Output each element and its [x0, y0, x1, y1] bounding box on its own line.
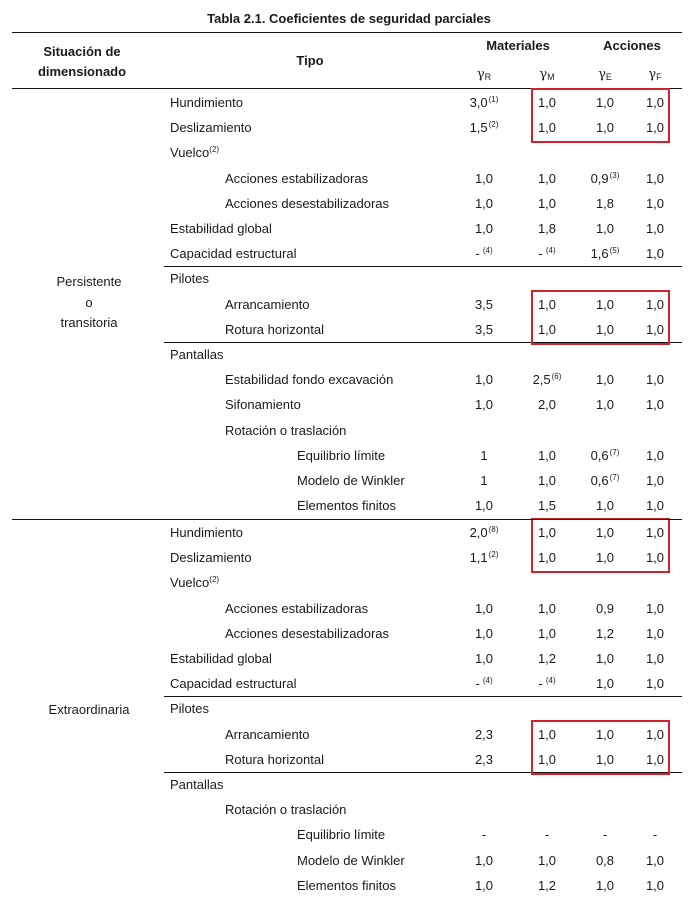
value-text: -: [481, 827, 487, 843]
gamma-symbol: γ: [476, 67, 485, 82]
gamma-symbol: γ: [539, 67, 548, 82]
footnote-ref: (4): [480, 246, 493, 256]
value-cell: [630, 196, 680, 211]
footnote-ref: (5): [609, 246, 620, 256]
value-cell: [459, 196, 509, 211]
value-text: 1,0: [595, 221, 615, 236]
footnote-ref: (2): [209, 575, 220, 585]
gamma-symbol: γ: [648, 67, 657, 82]
value-cell: [630, 878, 680, 893]
value-text: 1,0: [537, 447, 557, 463]
value-text: 1,0: [645, 550, 665, 566]
value-cell: [630, 853, 680, 868]
value-cell: [459, 676, 509, 691]
value-text: 1,0: [595, 397, 615, 413]
value-cell: [580, 651, 630, 666]
value-cell: [630, 372, 680, 387]
value-text: 1,0: [595, 296, 615, 312]
value-cell: [580, 372, 630, 387]
value-cell: [522, 171, 572, 186]
row-label: [170, 145, 219, 160]
value-text: 1,0: [537, 95, 557, 110]
row-label-text: Pantallas: [170, 777, 224, 792]
row-label-text: Pilotes: [170, 701, 210, 717]
value-text: 1,5: [469, 120, 488, 136]
row-label-text: Acciones estabilizadoras: [225, 170, 369, 186]
value-cell: [459, 626, 509, 641]
row-label: [170, 246, 296, 261]
value-text: 1,0: [595, 372, 615, 388]
value-text: 1,0: [645, 221, 665, 236]
row-label-text: Arrancamiento: [225, 296, 310, 312]
row-label: [225, 601, 368, 616]
row-label: [170, 651, 272, 666]
value-cell: [459, 601, 509, 616]
row-label-text: Rotación o traslación: [225, 422, 347, 438]
value-text: 1,5: [537, 498, 557, 514]
row-label-text: Vuelco: [170, 575, 210, 591]
value-cell: [459, 878, 509, 893]
value-text: 1,6: [590, 246, 609, 262]
row-label: [170, 550, 252, 565]
value-text: 1,0: [595, 651, 615, 666]
highlight-box: [531, 720, 670, 775]
value-cell: [459, 827, 509, 842]
value-cell: [630, 397, 680, 412]
gamma-subscript: M: [547, 72, 555, 82]
value-text: 1,0: [537, 726, 557, 742]
value-cell: [459, 120, 509, 135]
value-text: 1,0: [595, 550, 615, 566]
footnote-ref: (1): [488, 95, 499, 104]
value-text: 1,0: [645, 447, 665, 463]
value-text: 1,0: [645, 246, 665, 262]
footnote-ref: (7): [609, 447, 620, 457]
value-text: 1,2: [537, 877, 557, 893]
row-label: [225, 397, 301, 412]
row-label: [225, 727, 310, 742]
row-label-text: Deslizamiento: [170, 120, 252, 136]
row-label-text: Hundimiento: [170, 525, 243, 540]
value-text: 1,0: [537, 550, 557, 566]
value-text: 1,0: [474, 852, 494, 868]
row-label-text: Elementos finitos: [297, 877, 396, 893]
value-cell: [630, 626, 680, 641]
value-text: 1,0: [537, 473, 557, 488]
footnote-ref: (4): [480, 676, 493, 686]
row-label-text: Vuelco: [170, 145, 210, 161]
value-text: -: [475, 246, 480, 262]
row-label-text: Rotura horizontal: [225, 751, 324, 767]
value-text: 1,0: [537, 120, 557, 136]
value-text: 2,3: [474, 726, 494, 742]
row-label-text: Acciones estabilizadoras: [225, 600, 369, 616]
value-text: 2,0: [537, 397, 557, 413]
value-text: 1,0: [595, 120, 615, 136]
header-top-rule: [12, 32, 682, 33]
row-label: [170, 221, 272, 236]
value-cell: [459, 498, 509, 513]
value-cell: [459, 525, 509, 540]
value-cell: [522, 827, 572, 842]
value-cell: [630, 601, 680, 616]
row-label: [170, 575, 219, 590]
value-cell: [580, 397, 630, 412]
value-cell: [459, 221, 509, 236]
gamma-subscript: R: [484, 72, 492, 82]
value-cell: [522, 626, 572, 641]
value-cell: [630, 676, 680, 691]
footnote-ref: (6): [551, 372, 562, 382]
value-text: -: [475, 676, 480, 692]
value-text: -: [544, 827, 550, 843]
value-text: 1,0: [645, 473, 665, 488]
header-situacion-line2: dimensionado: [37, 64, 127, 79]
value-text: 3,5: [474, 321, 494, 337]
row-label: [170, 120, 252, 135]
value-text: 1,0: [645, 498, 665, 514]
gamma-f-header: [630, 67, 680, 82]
value-text: 1,0: [537, 600, 557, 616]
situacion-line: o: [85, 294, 93, 310]
value-cell: [459, 95, 509, 110]
value-cell: [630, 827, 680, 842]
row-label: [170, 525, 243, 540]
value-cell: [459, 727, 509, 742]
value-text: 1,0: [645, 676, 665, 692]
highlight-box: [531, 88, 670, 143]
gamma-symbol: γ: [598, 67, 606, 82]
row-label-text: Estabilidad fondo excavación: [225, 372, 394, 388]
row-label: [225, 171, 368, 186]
row-label: [225, 626, 389, 641]
value-text: 1,8: [537, 221, 557, 236]
value-cell: [459, 297, 509, 312]
value-cell: [580, 601, 630, 616]
value-text: 1,0: [645, 525, 665, 540]
value-cell: [522, 676, 572, 691]
row-label: [225, 196, 389, 211]
row-label: [225, 322, 324, 337]
gamma-subscript: E: [605, 72, 612, 82]
value-text: 1,0: [595, 498, 615, 514]
situacion-line: Persistente: [56, 274, 122, 290]
value-text: 1,0: [645, 170, 665, 186]
value-cell: [580, 448, 630, 463]
row-label: [225, 423, 346, 438]
value-cell: [580, 626, 630, 641]
value-text: 1,0: [645, 397, 665, 413]
header-situacion-line1: Situación de: [43, 44, 121, 59]
row-label-text: Sifonamiento: [225, 397, 301, 413]
row-label: [297, 498, 396, 513]
value-cell: [630, 246, 680, 261]
value-text: 1,0: [474, 600, 494, 616]
value-cell: [459, 246, 509, 261]
footnote-ref: (2): [209, 145, 220, 155]
row-label-text: Rotura horizontal: [225, 321, 324, 337]
footnote-ref: (3): [609, 170, 620, 180]
header-situacion: [12, 42, 152, 82]
highlight-box: [531, 290, 670, 345]
value-text: 1,0: [645, 751, 665, 767]
value-text: 1,0: [645, 321, 665, 337]
row-label: [170, 701, 209, 716]
row-label: [297, 448, 385, 463]
row-label: [297, 853, 405, 868]
value-cell: [459, 171, 509, 186]
row-label-text: Equilibrio límite: [297, 827, 386, 843]
value-cell: [630, 498, 680, 513]
group-separator: [164, 266, 682, 267]
footnote-ref: (4): [543, 246, 556, 256]
footnote-ref: (8): [488, 525, 499, 534]
value-cell: [580, 196, 630, 211]
value-text: 1,0: [595, 877, 615, 893]
value-cell: [459, 322, 509, 337]
value-text: 1,0: [474, 397, 494, 413]
value-cell: [522, 878, 572, 893]
value-cell: [459, 397, 509, 412]
gamma-subscript: F: [656, 72, 662, 82]
header-acciones: Acciones: [603, 38, 661, 53]
value-text: 0,9: [590, 170, 609, 186]
row-label-text: Rotación o traslación: [225, 802, 347, 818]
row-label-text: Hundimiento: [170, 95, 243, 110]
value-cell: [630, 651, 680, 666]
highlight-box: [531, 518, 670, 573]
value-text: 1,0: [537, 296, 557, 312]
value-text: 1,0: [474, 372, 494, 388]
value-text: 1,0: [645, 625, 665, 641]
value-cell: [630, 171, 680, 186]
gamma-e-header: [580, 67, 630, 82]
situacion-line: Extraordinaria: [48, 701, 130, 717]
value-text: 2,5: [532, 372, 551, 388]
value-text: 1,0: [474, 195, 494, 211]
value-text: 1,0: [474, 651, 494, 666]
value-text: 3,0: [469, 95, 488, 110]
value-text: 1,0: [645, 372, 665, 388]
value-cell: [522, 221, 572, 236]
value-text: 1,0: [645, 195, 665, 211]
value-text: 1,0: [645, 120, 665, 136]
row-label-text: Arrancamiento: [225, 726, 310, 742]
value-text: 1,0: [595, 95, 615, 110]
value-text: 1,0: [645, 877, 665, 893]
value-text: 1,0: [537, 321, 557, 337]
value-cell: [522, 448, 572, 463]
value-text: 1,8: [595, 195, 615, 211]
row-label-text: Pantallas: [170, 347, 224, 362]
value-text: 1,0: [474, 170, 494, 186]
value-text: 1,0: [645, 95, 665, 110]
gamma-m-header: [522, 67, 572, 82]
value-text: 1,0: [595, 676, 615, 692]
value-cell: [459, 448, 509, 463]
value-text: 1,0: [537, 625, 557, 641]
value-text: 0,6: [590, 447, 609, 463]
value-text: 0,8: [595, 852, 615, 868]
value-cell: [459, 853, 509, 868]
value-text: 1,0: [595, 525, 615, 540]
header-materiales: Materiales: [486, 38, 550, 53]
row-label-text: Elementos finitos: [297, 498, 396, 514]
value-text: 1,0: [595, 321, 615, 337]
value-text: 1: [480, 447, 488, 463]
value-text: 3,5: [474, 296, 494, 312]
value-cell: [459, 550, 509, 565]
footnote-ref: (2): [488, 550, 499, 560]
row-label-text: Equilibrio límite: [297, 447, 386, 463]
footnote-ref: (4): [543, 676, 556, 686]
row-label-text: Modelo de Winkler: [297, 852, 405, 868]
value-text: 1,0: [537, 525, 557, 540]
row-label-text: Estabilidad global: [170, 651, 272, 666]
value-cell: [459, 752, 509, 767]
value-text: 1,1: [469, 550, 488, 566]
value-cell: [522, 196, 572, 211]
row-label-text: Capacidad estructural: [170, 676, 297, 692]
value-cell: [522, 498, 572, 513]
row-label-text: Deslizamiento: [170, 550, 252, 566]
footnote-ref: (7): [609, 473, 620, 482]
row-label: [297, 827, 385, 842]
value-text: 1,2: [595, 625, 615, 641]
value-cell: [522, 246, 572, 261]
row-label: [170, 271, 209, 286]
value-cell: [580, 878, 630, 893]
value-text: -: [538, 676, 543, 692]
value-cell: [459, 473, 509, 488]
row-label: [225, 297, 310, 312]
value-text: 1,0: [537, 195, 557, 211]
row-label-text: Pilotes: [170, 271, 210, 287]
value-cell: [580, 246, 630, 261]
value-text: 1,0: [595, 726, 615, 742]
value-text: 1,0: [645, 852, 665, 868]
value-cell: [522, 473, 572, 488]
value-text: 1,0: [474, 221, 494, 236]
value-cell: [522, 397, 572, 412]
value-text: 1,0: [645, 296, 665, 312]
gamma-r-header: [459, 67, 509, 82]
situacion-line: transitoria: [60, 315, 118, 331]
value-cell: [580, 171, 630, 186]
row-label: [225, 752, 324, 767]
value-text: 2,3: [474, 751, 494, 767]
value-text: 0,9: [595, 600, 615, 616]
value-text: 1,0: [474, 498, 494, 514]
row-label: [170, 777, 223, 792]
footnote-ref: (2): [488, 120, 499, 130]
value-cell: [580, 827, 630, 842]
value-cell: [630, 221, 680, 236]
value-cell: [580, 676, 630, 691]
value-text: 1,2: [537, 651, 557, 666]
value-text: 1,0: [537, 751, 557, 767]
value-cell: [580, 473, 630, 488]
row-label-text: Modelo de Winkler: [297, 473, 405, 488]
row-label: [297, 473, 405, 488]
row-label: [170, 347, 223, 362]
value-text: 1: [480, 473, 488, 488]
value-text: -: [538, 246, 543, 262]
value-cell: [522, 651, 572, 666]
value-cell: [522, 372, 572, 387]
row-label: [297, 878, 396, 893]
value-cell: [580, 221, 630, 236]
value-text: 1,0: [537, 852, 557, 868]
situacion-label: [24, 700, 154, 721]
row-label-text: Capacidad estructural: [170, 246, 297, 262]
group-separator: [164, 696, 682, 697]
row-label: [225, 372, 393, 387]
value-text: 1,0: [645, 600, 665, 616]
row-label: [225, 802, 346, 817]
value-text: 1,0: [645, 651, 665, 666]
value-cell: [630, 473, 680, 488]
row-label-text: Acciones desestabilizadoras: [225, 195, 390, 211]
value-text: 1,0: [474, 877, 494, 893]
value-text: -: [652, 827, 658, 843]
row-label: [170, 676, 296, 691]
value-cell: [580, 853, 630, 868]
value-text: 2,0: [469, 525, 488, 540]
value-text: 1,0: [645, 726, 665, 742]
row-label-text: Acciones desestabilizadoras: [225, 625, 390, 641]
value-cell: [630, 448, 680, 463]
table-title: Tabla 2.1. Coeficientes de seguridad parciales: [207, 11, 491, 26]
value-cell: [522, 853, 572, 868]
value-cell: [580, 498, 630, 513]
value-cell: [522, 601, 572, 616]
row-label: [170, 95, 243, 110]
situacion-label: [24, 272, 154, 334]
row-label-text: Estabilidad global: [170, 221, 272, 236]
value-text: 1,0: [537, 170, 557, 186]
value-cell: [459, 651, 509, 666]
header-tipo: Tipo: [296, 53, 324, 68]
value-text: 1,0: [474, 625, 494, 641]
value-text: -: [602, 827, 608, 843]
value-cell: [459, 372, 509, 387]
value-text: 0,6: [590, 473, 609, 488]
section-separator: [12, 519, 682, 520]
value-text: 1,0: [595, 751, 615, 767]
